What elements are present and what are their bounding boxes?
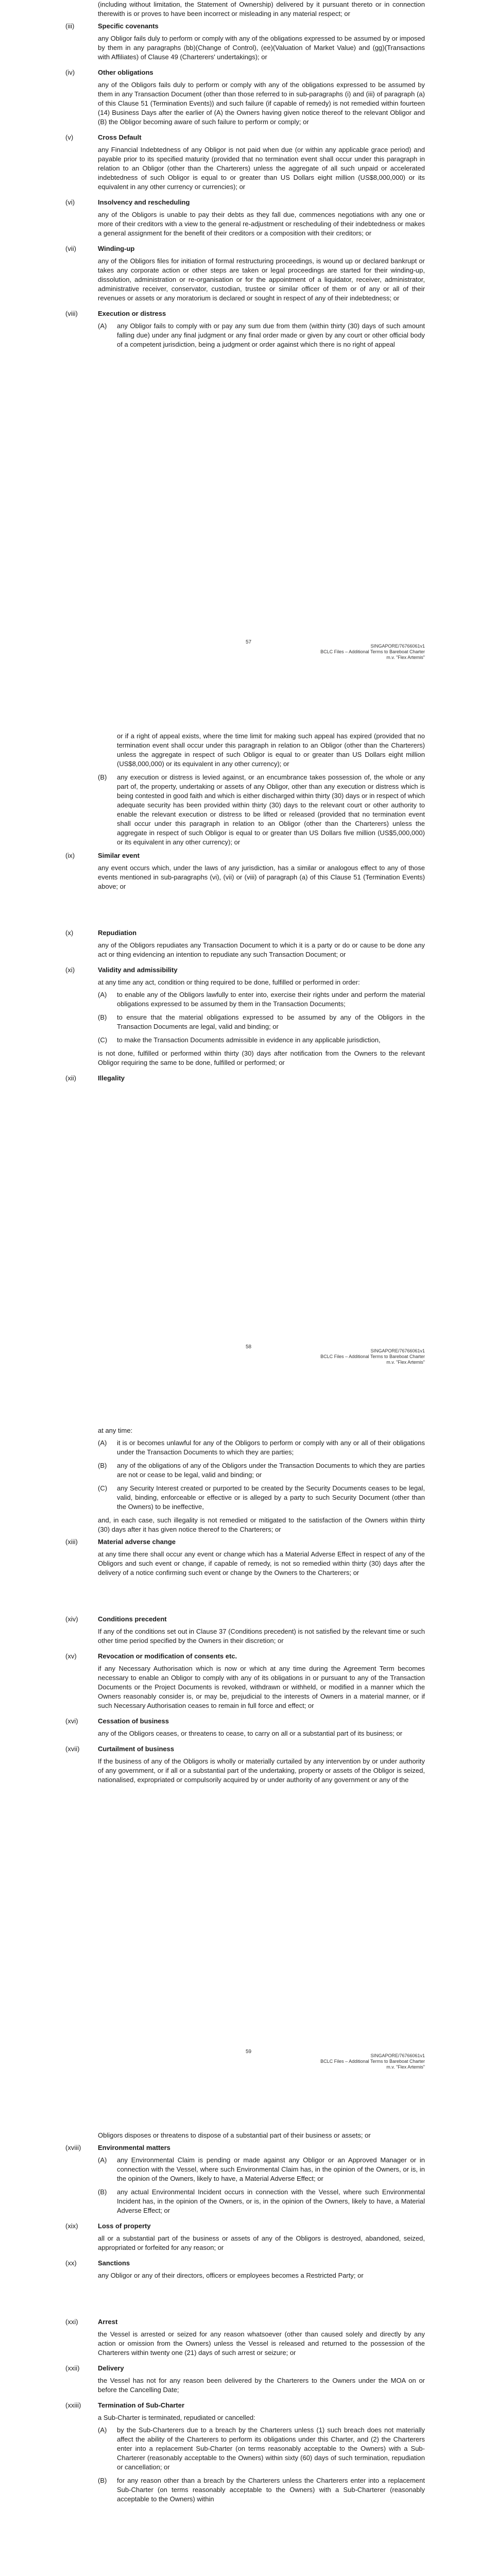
subclause-label: (A) xyxy=(98,322,107,330)
clause-number: (xi) xyxy=(65,966,75,974)
subclause-text: for any reason other than a breach by the Charterers unless the Charterers enter into a replacement Sub-Charter (on terms reasonably acceptable to the Owners) with a Sub-Charterer (reasonably acceptable to the Owners) within xyxy=(117,2477,425,2503)
footer-title: BCLC Files – Additional Terms to Bareboat Charter xyxy=(320,2059,425,2064)
clause-text: any of the Obligors repudiates any Transaction Document to which it is a party or do or cause to be done any act or thing evidencing an intention to repudiate any such Transaction Document; or xyxy=(98,941,425,958)
page-footer xyxy=(320,643,425,660)
clause-number: (ix) xyxy=(65,852,75,859)
clause-heading: Curtailment of business xyxy=(98,1745,175,1753)
subclause-text: any Obligor fails to comply with or pay any sum due from them (within thirty (30) days of such amount falling due) under any final judgment or any final order made or given by any court or other official body of a competent jurisdiction, being a judgment or order against which there is no right of appeal xyxy=(117,322,425,348)
page-60 xyxy=(0,2084,497,2576)
clause-text: the Vessel has not for any reason been delivered by the Charterers to the Owners under the MOA on or before the Cancelling Date; xyxy=(98,2377,425,2394)
clause-number: (xxii) xyxy=(65,2364,80,2372)
clause-text: any Obligor fails duly to perform or comply with any of the obligations expressed to be assumed by or imposed by them in any paragraphs (bb)(Change of Control), (ee)(Valuation of Market Value) and (gg)(Transactions with Affiliates) of Clause 49 (Charterers' undertakings); or xyxy=(98,35,425,61)
subclause-a xyxy=(98,321,425,349)
clause-number: (xvi) xyxy=(65,1717,78,1725)
clause-xii xyxy=(65,1074,425,1083)
clause-number: (xxiii) xyxy=(65,2401,81,2409)
clause-heading: Execution or distress xyxy=(98,310,166,317)
clause-number: (xvii) xyxy=(65,1745,80,1753)
subclause-text: any of the obligations of any of the Obligors under the Transaction Documents to which they are parties are not or cease to be legal, valid and binding; or xyxy=(117,1462,425,1479)
footer-vessel: m.v. "Flex Artemis" xyxy=(386,655,425,660)
clause-xi xyxy=(65,965,425,1067)
subclause-text: any actual Environmental Incident occurs in connection with the Vessel, where such Environmental Incident has, in the opinion of the Owners, or is, in the opinion of the Owners, likely to have, a Material Adverse Effect; or xyxy=(117,2188,425,2214)
clause-xx xyxy=(65,2259,425,2280)
subclause-a xyxy=(98,2426,425,2472)
clause-heading: Similar event xyxy=(98,852,140,859)
footer-title: BCLC Files – Additional Terms to Bareboat Charter xyxy=(320,649,425,654)
clause-number: (x) xyxy=(65,929,74,937)
clause-number: (xv) xyxy=(65,1652,77,1660)
clause-heading: Illegality xyxy=(98,1074,125,1082)
subclause-a xyxy=(98,1438,425,1457)
clause-lead: at any time: xyxy=(98,1427,133,1434)
subclause-text: by the Sub-Charterers due to a breach by the Charterers unless (1) such breach does not materially affect the ability of the Charterers to perform its obligations under this Charter, and (2) the Charterers enter into a replacement Sub-Charter (on terms reasonably acceptable to the Owners) with a Sub-Charterer (reasonably acceptable to the Owners) within sixty (60) days of such termination, repudiation or cancellation; or xyxy=(117,2426,425,2471)
clause-heading: Material adverse change xyxy=(98,1538,176,1546)
clause-xxi xyxy=(65,2317,425,2358)
clause-xix xyxy=(65,2222,425,2252)
clause-text: all or a substantial part of the business or assets of any of the Obligors is destroyed, abandoned, seized, appropriated or forfeited for any reason; or xyxy=(98,2234,425,2251)
clause-number: (xiii) xyxy=(65,1538,78,1546)
clause-continued: Obligors disposes or threatens to dispose of a substantial part of their business or assets; or xyxy=(98,2131,371,2139)
subclause-b xyxy=(98,1461,425,1480)
page-footer xyxy=(320,1348,425,1365)
clause-v xyxy=(65,133,425,192)
clause-text: any of the Obligors files for initiation of formal restructuring proceedings, is wound up or declared bankrupt or takes any corporate action or other steps are taken or legal proceedings are started for their winding-up, dissolution, administration or re-organisation or for the appointment of a liquidator, receiver, administrator, administrative receiver, conservator, custodian, trustee or similar officer of them or of any or all of their revenues or assets or any moratorium is declared or sought in respect of any of their indebtedness; or xyxy=(98,257,425,302)
clause-tail: is not done, fulfilled or performed within thirty (30) days after notification from the Owners to the relevant Obligor requiring the same to be done, fulfilled or performed; or xyxy=(98,1049,425,1066)
clause-tail: and, in each case, such illegality is not remedied or mitigated to the satisfaction of the Owners within thirty (30) days after it has given notice thereof to the Charterers; or xyxy=(98,1516,425,1533)
clause-text: any of the Obligors is unable to pay their debts as they fall due, commences negotiations with any one or more of their creditors with a view to the general re-adjustment or rescheduling of their indebtedness or makes a general assignment for the benefit of their creditors or a composition with their creditors; or xyxy=(98,211,425,237)
clause-heading: Conditions precedent xyxy=(98,1615,167,1623)
subclause-a xyxy=(98,990,425,1009)
subclause-c xyxy=(98,1036,425,1045)
page-58 xyxy=(0,675,497,1380)
clause-heading: Winding-up xyxy=(98,245,135,252)
subclause-label: (A) xyxy=(98,1439,107,1447)
clause-xvii xyxy=(65,1744,425,1785)
clause-iii xyxy=(65,22,425,62)
clause-heading: Arrest xyxy=(98,2318,118,2326)
subclause-b xyxy=(98,2476,425,2504)
clause-number: (iii) xyxy=(65,22,75,30)
clause-heading: Sanctions xyxy=(98,2259,130,2267)
footer-title: BCLC Files – Additional Terms to Bareboat Charter xyxy=(320,1354,425,1359)
subclause-label: (B) xyxy=(98,773,107,781)
page-number: 57 xyxy=(245,639,252,645)
clause-heading: Other obligations xyxy=(98,69,153,76)
clause-number: (xiv) xyxy=(65,1615,78,1623)
subclause-text: any execution or distress is levied against, or an encumbrance takes possession of, the whole or any part of, the property, undertaking or assets of any Obligor, other than any execution or distress which is being contested in good faith and which is either discharged within thirty (30) days or in respect of which adequate security has been provided within thirty (30) days to the relevant court or other authority to enable the relevant execution or distress to be lifted or released (provided that no termination event shall occur under this paragraph in relation to an Obligor (other than the Charterers) unless the aggregate in respect of such Obligor is equal to or greater than US Dollars five million (US$5,000,000) or its equivalent in any other currency); or xyxy=(117,773,425,846)
subclause-text: to make the Transaction Documents admissible in evidence in any applicable jurisdiction, xyxy=(117,1036,381,1044)
clause-text: any of the Obligors ceases, or threatens to cease, to carry on all or a substantial part of its business; or xyxy=(98,1730,403,1737)
clause-text: If any of the conditions set out in Clause 37 (Conditions precedent) is not satisfied by the relevant time or such other time period specified by the Owners in their discretion; or xyxy=(98,1628,425,1645)
subclause-b xyxy=(98,2188,425,2215)
intro-paragraph: (including without limitation, the Statement of Ownership) delivered by it pursuant thereto or in connection therewith is or proves to have been incorrect or misleading in any material respect; or xyxy=(98,1,425,18)
subclause-text: any Environmental Claim is pending or made against any Obligor or an Approved Manager or in connection with the Vessel, where such Environmental Claim has, in the opinion of the Owners, or is, in the opinion of the Owners, likely to have, a Material Adverse Effect; or xyxy=(117,2156,425,2182)
clause-text: any event occurs which, under the laws of any jurisdiction, has a similar or analogous effect to any of those events mentioned in sub-paragraphs (vi), (vii) or (viii) of paragraph (a) of this Clause 51 (Termination Events) above; or xyxy=(98,864,425,890)
footer-ref: SINGAPORE/76766061v1 xyxy=(370,1348,425,1353)
clause-ix xyxy=(65,851,425,891)
clause-number: (vi) xyxy=(65,198,75,206)
clause-vi xyxy=(65,198,425,238)
clause-number: (xix) xyxy=(65,2222,78,2230)
clause-number: (xviii) xyxy=(65,2144,81,2151)
clause-heading: Validity and admissibility xyxy=(98,966,178,974)
clause-heading: Delivery xyxy=(98,2364,124,2372)
subclause-text: it is or becomes unlawful for any of the Obligors to perform or comply with any or all of their obligations under the Transaction Documents to which they are parties; xyxy=(117,1439,425,1456)
clause-xiv xyxy=(65,1615,425,1646)
subclause-b xyxy=(98,1013,425,1031)
clause-number: (xxi) xyxy=(65,2318,78,2326)
subclause-label: (A) xyxy=(98,2426,107,2434)
subclause-b xyxy=(98,773,425,847)
subclause-label: (C) xyxy=(98,1036,108,1044)
clause-xviii xyxy=(65,2143,425,2215)
page-59 xyxy=(0,1380,497,2084)
clause-heading: Cessation of business xyxy=(98,1717,169,1725)
subclause-text: any Security Interest created or purported to be created by the Security Documents ceases to be legal, valid, binding, enforceable or effective or is alleged by a party to such Security Document (other than the Owners) to be ineffective, xyxy=(117,1484,425,1511)
clause-xxii xyxy=(65,2364,425,2395)
subclause-label: (B) xyxy=(98,1013,107,1021)
subclause-a xyxy=(98,2156,425,2183)
clause-xvi xyxy=(65,1717,425,1738)
footer-vessel: m.v. "Flex Artemis" xyxy=(386,2064,425,2070)
page-number: 58 xyxy=(245,1344,252,1350)
footer-vessel: m.v. "Flex Artemis" xyxy=(386,1360,425,1365)
clause-number: (viii) xyxy=(65,310,78,317)
clause-text: If the business of any of the Obligors is wholly or materially curtailed by any intervention by or under authority of any government, or if all or a substantial part of the undertaking, property or assets of the Obligor is seized, nationalised, expropriated or compulsorily acquired by or under authority of any government or any of the xyxy=(98,1757,425,1784)
subclause-label: (A) xyxy=(98,2156,107,2164)
subclause-label: (B) xyxy=(98,2477,107,2484)
subclause-text: to ensure that the material obligations expressed to be assumed by any of the Obligors in the Transaction Documents are legal, valid and binding; or xyxy=(117,1013,425,1030)
page-number: 59 xyxy=(245,2049,252,2055)
clause-heading: Revocation or modification of consents etc. xyxy=(98,1652,237,1660)
footer-ref: SINGAPORE/76766061v1 xyxy=(370,643,425,649)
clause-text: at any time there shall occur any event or change which has a Material Adverse Effect in respect of any of the Obligors and such event or change, if capable of remedy, is not so remedied within thirty (30) days after the delivery of a notice confirming such event or change by the Owners to the Charterers; or xyxy=(98,1550,425,1577)
clause-xxiii xyxy=(65,2401,425,2504)
clause-number: (xii) xyxy=(65,1074,76,1082)
clause-heading: Environmental matters xyxy=(98,2144,170,2151)
clause-lead: a Sub-Charter is terminated, repudiated or cancelled: xyxy=(98,2414,255,2421)
subclause-label: (A) xyxy=(98,991,107,998)
clause-text: if any Necessary Authorisation which is now or which at any time during the Agreement Term becomes necessary to enable an Obligor to comply with any of its obligations in or pursuant to any of the Transaction Documents or the Project Documents is revoked, withdrawn or withheld, or modified in a manner which the Owners reasonably consider is, or may be, prejudicial to the interests of Owners in a material manner, or if such Necessary Authorisation ceases to remain in full force and effect; or xyxy=(98,1665,425,1709)
subclause-label: (B) xyxy=(98,2188,107,2196)
subclause-a-continued xyxy=(98,732,425,769)
clause-text: any of the Obligors fails duly to perform or comply with any of the obligations expressed to be assumed by them in any Transaction Document (other than those referred to in sub-paragraphs (i) and (iii) of paragraph (a) of this Clause 51 (Termination Events)) and such failure (if capable of remedy) is not remedied within fourteen (14) Business Days after the earlier of (A) the Owners having given notice thereof to the relevant Obligor and (B) the Obligor becoming aware of such failure to perform or comply; or xyxy=(98,81,425,126)
page-57 xyxy=(0,0,497,675)
clause-number: (v) xyxy=(65,133,74,141)
footer-ref: SINGAPORE/76766061v1 xyxy=(370,2053,425,2058)
clause-heading: Loss of property xyxy=(98,2222,151,2230)
subclause-c xyxy=(98,1484,425,1512)
clause-text: any Obligor or any of their directors, officers or employees becomes a Restricted Party; or xyxy=(98,2272,364,2279)
clause-heading: Specific covenants xyxy=(98,22,159,30)
subclause-text: or if a right of appeal exists, where the time limit for making such appeal has expired (provided that no termination event shall occur under this paragraph in relation to an Obligor (other than the Charterers) unless the aggregate in respect of such Obligor is equal to or greater than US Dollars eight million (US$8,000,000) or its equivalent in any other currency); or xyxy=(117,732,425,768)
clause-number: (xx) xyxy=(65,2259,77,2267)
clause-heading: Repudiation xyxy=(98,929,137,937)
page-footer xyxy=(320,2053,425,2070)
clause-iv xyxy=(65,68,425,127)
clause-heading: Insolvency and rescheduling xyxy=(98,198,190,206)
subclause-label: (B) xyxy=(98,1462,107,1469)
clause-text: any Financial Indebtedness of any Obligor is not paid when due (or within any applicable grace period) and payable prior to its specified maturity (provided that no termination event shall occur under this paragraph in relation to an Obligor (other than the Charterers) unless the aggregate of all such unpaid or accelerated indebtedness of such Obligor is equal to or greater than US Dollars eight million (US$8,000,000) or its equivalent in any other currency or currencies); or xyxy=(98,146,425,191)
subclause-text: to enable any of the Obligors lawfully to enter into, exercise their rights under and perform the material obligations expressed to be assumed by them in the Transaction Documents; xyxy=(117,991,425,1008)
subclause-label: (C) xyxy=(98,1484,108,1492)
clause-heading: Cross Default xyxy=(98,133,142,141)
clause-viii xyxy=(65,309,425,349)
clause-number: (vii) xyxy=(65,245,76,252)
clause-lead: at any time any act, condition or thing required to be done, fulfilled or performed in order: xyxy=(98,978,360,986)
clause-xiii xyxy=(65,1537,425,1578)
clause-text: the Vessel is arrested or seized for any reason whatsoever (other than caused solely and directly by any action or omission from the Owners) unless the Vessel is released and returned to the possession of the Charterers within twenty one (21) days of such arrest or seizure; or xyxy=(98,2330,425,2357)
clause-xv xyxy=(65,1652,425,1710)
clause-number: (iv) xyxy=(65,69,75,76)
clause-x xyxy=(65,928,425,959)
clause-vii xyxy=(65,244,425,303)
clause-heading: Termination of Sub-Charter xyxy=(98,2401,185,2409)
